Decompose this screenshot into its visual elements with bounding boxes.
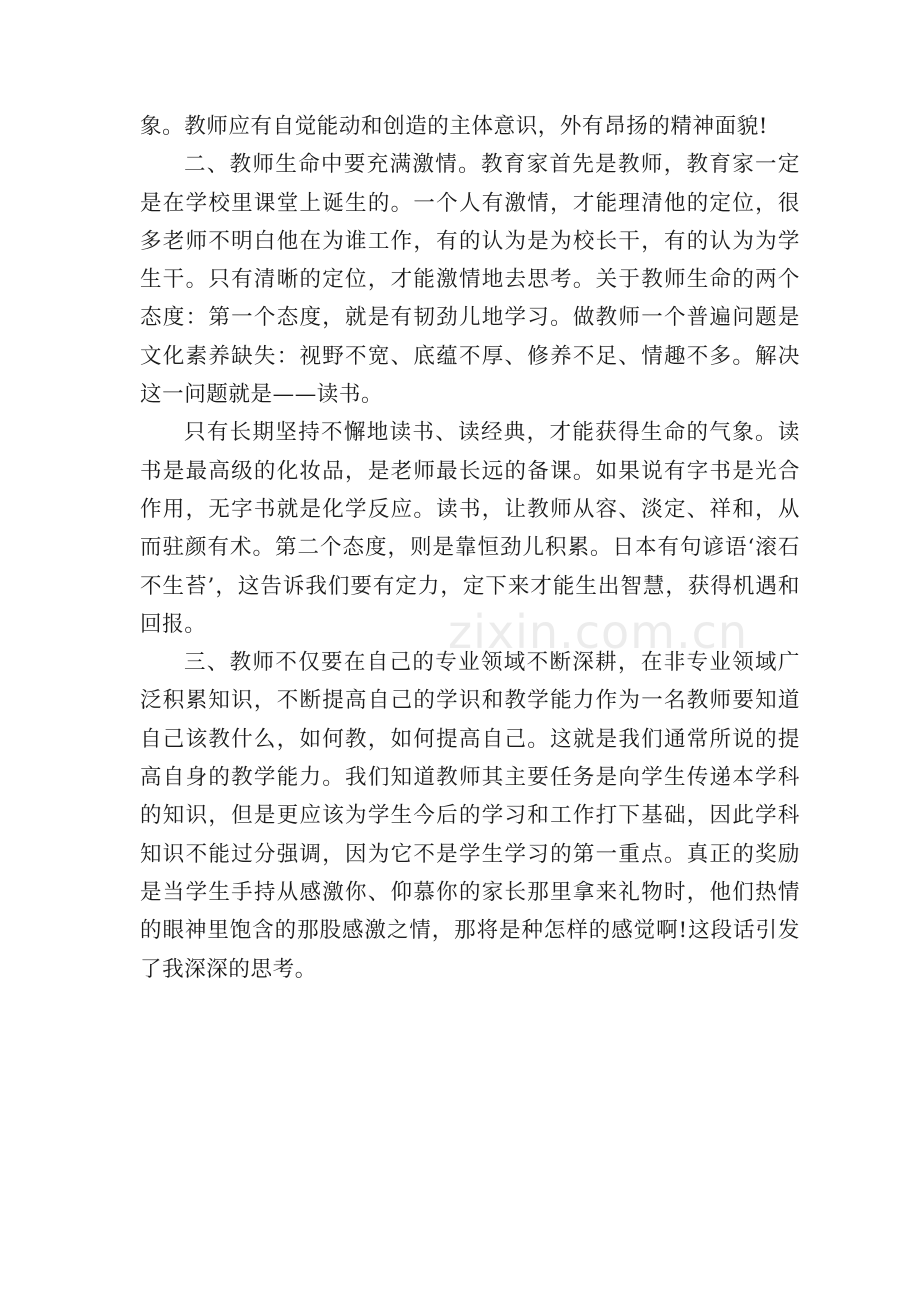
paragraph-reading: 只有长期坚持不懈地读书、读经典，才能获得生命的气象。读书是最高级的化妆品，是老师最长远的备课。如果说有字书是光合作用，无字书就是化学反应。读书，让教师从容、淡定、祥和，从而驻颜有术。第二个态度，则是靠恒劲儿积累。日本有句谚语‘滚石不生苔’，这告诉我们要有定力，定下来才能生出智慧，获得机遇和回报。: [140, 420, 800, 637]
watermark: zixin.com.cn: [448, 605, 749, 659]
document-body: [140, 108, 800, 989]
paragraph-teacher-passion: 二、教师生命中要充满激情。教育家首先是教师，教育家一定是在学校里课堂上诞生的。一个人有激情，才能理清他的定位，很多老师不明白他在为谁工作，有的认为是为校长干，有的认为为学生干。只有清晰的定位，才能激情地去思考。关于教师生命的两个态度：第一个态度，就是有韧劲儿地学习。做教师一个普遍问题是文化素养缺失：视野不宽、底蕴不厚、修养不足、情趣不多。解决这一问题就是——读书。: [140, 152, 800, 408]
paragraph-professional-growth: 三、教师不仅要在自己的专业领域不断深耕，在非专业领域广泛积累知识，不断提高自己的学识和教学能力作为一名教师要知道自己该教什么，如何教，如何提高自己。这就是我们通常所说的提高自身的教学能力。我们知道教师其主要任务是向学生传递本学科的知识，但是更应该为学生今后的学习和工作打下基础，因此学科知识不能过分强调，因为它不是学生学习的第一重点。真正的奖励是当学生手持从感激你、仰慕你的家长那里拿来礼物时，他们热情的眼神里饱含的那股感激之情，那将是种怎样的感觉啊!这段话引发了我深深的思考。: [140, 650, 800, 982]
paragraph-continuation: 象。教师应有自觉能动和创造的主体意识，外有昂扬的精神面貌!: [140, 114, 769, 139]
